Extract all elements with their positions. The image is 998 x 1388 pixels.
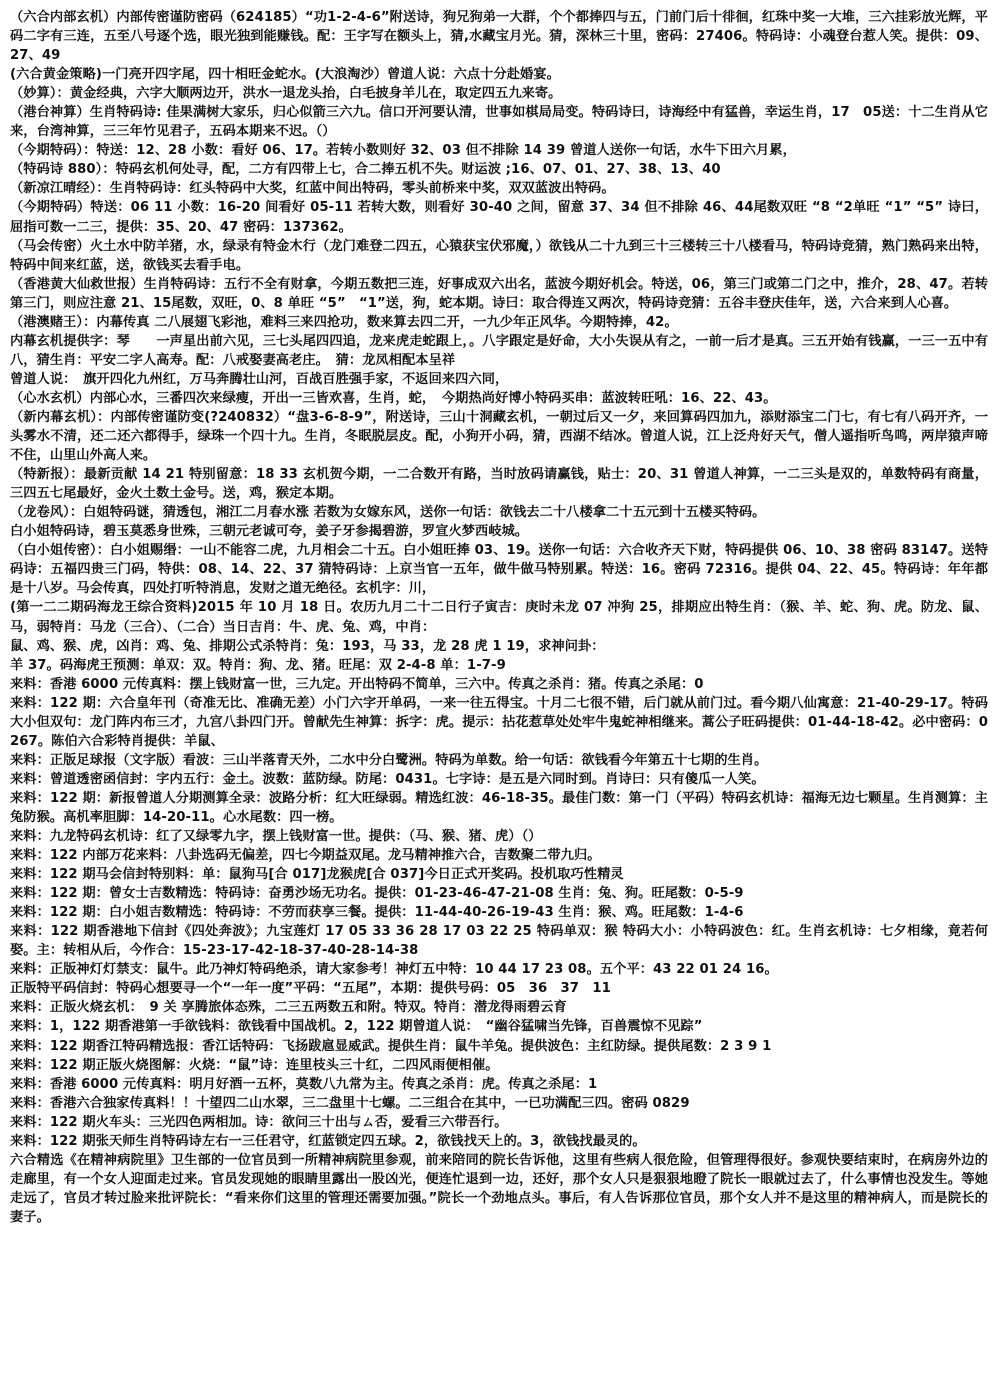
text-paragraph: （港台神算）生肖特码诗: 佳果满树大家乐，归心似箭三六九。信口开河要认清，世事如棋局局变。特码诗曰，诗海经中有猛兽，幸运生肖，17 05送：十二生肖从它来，台湾神算，三三年竹见君子，五码本期来不迟。（） (10, 105, 988, 140)
text-paragraph: （龙卷风）：白姐特码谜，猜透包，湘江二月春水涨 若数为女嫁东风，送你一句话：欲钱去二十八楼拿二十五元到十五楼买特码。 (10, 505, 766, 521)
text-paragraph: 来料：122 内部万花来料：八卦选码无偏差，四七今期益双尾。龙马精神推六合，吉数聚二带九归。 (10, 848, 601, 864)
text-paragraph: 来料：122 期：新报曾道人分期测算全录：波路分析：红大旺绿弱。精选红波：46-18-35。最佳门数：第一门（平码）特码玄机诗：福海无边七颗星。生肖测算：主兔防猴。高机率胆脚：14-20-11。心水尾数：四一榜。 (10, 790, 988, 825)
text-paragraph: （白小姐传密）：白小姐赐缗：一山不能容二虎，九月相会二十五。白小姐旺捧 03、19。送你一句话：六合收齐天下财，特码提供 06、10、38 密码 83147。送特码诗：五福四贵三门码，特供：08、14、22、37 猜特码诗：上京当官一五年，做牛做马特别累。特送：16。密码 72316。提供 04、22、45。特码诗：年年都是十八岁。马会传真，四处打听特消息，发财之道无绝径。玄机字：川， (10, 543, 988, 597)
text-paragraph: （港澳赌王）：内幕传真 二八展翅飞彩池，难料三来四抢功，数来算去四二开，一九少年正风华。今期特捧，42。 (10, 314, 678, 330)
text-paragraph: （新凉江晴经）：生肖特码诗：红头特码中大奖，红蓝中间出特码，零头前桥来中奖，双双蓝波出特码。 (10, 181, 615, 197)
text-paragraph: （特新报）：最新贡献 14 21 特别留意：18 33 玄机贺今期，一二合数开有路，当时放码请赢钱，贴士：20、31 曾道人神算，一二三头是双的，单数特码有商量，三四五七尾最好，金火土数土金号。送，鸡，猴定本期。 (10, 467, 988, 502)
text-paragraph: （香港黄大仙救世报）生肖特码诗：五行不全有财拿，今期五数把三连，好事成双六出名，蓝波今期好机会。特送，06，第三门或第二门之中，推介，28、47。若转第三门，则应注意 21、15尾数，双旺，0、8 单旺 “5” “1”送，狗，蛇本期。诗曰：取合得连又两次，特码诗竞猜：五谷丰登庆佳年，送，六合来到人心喜。 (10, 276, 988, 311)
text-paragraph: 正版特平码信封：特码心想要寻一个“一年一度”平码：“五尾”，本期：提供号码：05 36 37 11 (10, 981, 611, 997)
text-paragraph: （妙算）：黄金经典，六字大顺两边开，洪水一退龙头抬，白毛披身羊儿在，取定四五九来寄。 (10, 86, 562, 102)
text-paragraph: 来料：122 期香港地下信封《四处奔波》；九宝莲灯 17 05 33 36 28 17 03 22 25 特码单双：猴 特码大小：小特码波色：红。生肖玄机诗：七夕相缘，竟若何娶。主：转相从后，今作合：15-23-17-42-18-37-40-28-14-38 (10, 924, 988, 959)
text-paragraph: 曾道人说： 旗开四化九州红，万马奔腾壮山河，百战百胜强手家，不返回来四六同， (10, 371, 509, 387)
text-paragraph: 来料：122 期马会信封特别料：单：鼠狗马[合 017]龙猴虎[合 037]今日正式开奖码。投机取巧性精灵 (10, 867, 624, 883)
text-paragraph: 来料：122 期：白小姐吉数精选：特码诗：不劳而获享三餐。提供：11-44-40-26-19-43 生肖：猴、鸡。旺尾数：1-4-6 (10, 905, 744, 921)
text-paragraph: 来料：1，122 期香港第一手欲钱料：欲钱看中国战机。2，122 期曾道人说： “幽谷猛啸当先锋，百兽震惊不见踪” (10, 1019, 703, 1035)
text-paragraph: (第一二二期码海龙王综合资料)2015 年 10 月 18 日。农历九月二十二日行子寅吉：庚时未龙 07 冲狗 25，排期应出特生肖：（猴、羊、蛇、狗、虎。防龙、鼠、马，弱特肖：马龙（三合）、（二合）当日吉肖：牛、虎、兔、鸡，中肖： (10, 600, 988, 635)
text-paragraph: （马会传密）火土水中防羊猪，水，绿录有特金木行（龙门难登二四五，心猿获宝伏邪魔，）欲钱从二十九到三十三楼转三十八楼看马，特码诗竞猜，熟门熟码来出特，特码中间来红蓝，送，欲钱买去看手电。 (10, 238, 988, 273)
text-paragraph: 来料：曾道透密函信封：字内五行：金土。波数：蓝防绿。防尾：0431。七字诗：是五是六同时到。肖诗曰：只有傻瓜一人笑。 (10, 771, 765, 787)
text-paragraph: 羊 37。码海虎王预测：单双：双。特肖：狗、龙、猪。旺尾：双 2-4-8 单：1-7-9 (10, 657, 506, 673)
text-paragraph: 来料：122 期：曾女士吉数精选：特码诗：奋勇沙场无功名。提供：01-23-46-47-21-08 生肖：兔、狗。旺尾数：0-5-9 (10, 886, 744, 902)
text-paragraph: （今期特码）特送：06 11 小数：16-20 间看好 05-11 若转大数，则看好 30-40 之间，留意 37、34 但不排除 46、44尾数双旺 “8 “2单旺 “1” “5” 诗曰，屈指可数一二三，提供：35、20、47 密码：137362。 (10, 200, 988, 235)
text-paragraph: 来料：九龙特码玄机诗：红了又绿零九字，摆上钱财富一世。提供：（马、猴、猪、虎）（） (10, 829, 542, 845)
text-paragraph: 来料：122 期火车头：三光四色两相加。诗：欲问三十出与ㄙ否，爱看三六带吾行。 (10, 1114, 508, 1130)
text-paragraph: 来料：正版神灯灯禁支：鼠牛。此乃神灯特码绝杀，请大家参考！神灯五中特：10 44 17 23 08。五个平：43 22 01 24 16。 (10, 962, 778, 978)
text-paragraph: （六合内部玄机）内部传密谨防密码（624185）“功1-2-4-6”附送诗，狗兄狗弟一大群，个个都捧四与五，门前门后十徘徊，红珠中奖一大堆，三六挂彩放光辉，平码二字有三连，五至八号逐个选，眼光独到能赚钱。配：王字写在额头上，猜,水藏宝月光。猜，深林三十里，密码：27406。特码诗：小魂登台惹人笑。提供：09、27、49 (10, 10, 988, 64)
text-paragraph: 来料：122 期香江特码精选报：香江话特码：飞扬跋扈显威武。提供生肖：鼠牛羊兔。提供波色：主红防绿。提供尾数：2 3 9 1 (10, 1038, 772, 1054)
text-paragraph: (六合黄金策略)一门亮开四字尾，四十相旺金蛇水。(大浪淘沙）曾道人说：六点十分赴婚宴。 (10, 67, 560, 83)
text-paragraph: （特码诗 880）：特码玄机何处寻，配，二方有四带上七，合二捧五机不失。财运波 ;16、07、01、27、38、13、40 (10, 162, 721, 178)
text-paragraph: 六合精选《在精神病院里》卫生部的一位官员到一所精神病院里参观，前来陪同的院长告诉他，这里有些病人很危险，但管理得很好。参观快要结束时，在病房外边的走廊里，有一个女人迎面走过来。官员发现她的眼睛里露出一股凶光，便连忙退到一边，还好，那个女人只是狠狠地瞪了院长一眼就过去了，什么事情也没发生。等她走远了，官员才转过脸来批评院长：“看来你们这里的管理还需要加强。”院长一个劲地点头。事后，有人告诉那位官员，那个女人并不是这里的精神病人，而是院长的妻子。 (10, 1152, 988, 1225)
text-paragraph: 来料：香港六合独家传真料！！十望四二山水翠，三二盘里十七螺。二三组合在其中，一已功满配三四。密码 0829 (10, 1095, 690, 1111)
text-paragraph: 来料：122 期：六合皇年刊（奇准无比、准确无差）小门六字开单码，一来一往五得宝。十月二七很不错，后门就从前门过。看今期八仙寓意：21-40-29-17。特码大小但双句：龙门阵内布三才，九宫八卦四门开。曾献先生神算：拆字：虎。提示：拈花惹草处处牢牛鬼蛇神相继来。蒿公子旺码提供：01-44-18-42。必中密码：0267。陈伯六合彩特肖提供：羊鼠、 (10, 695, 988, 749)
text-paragraph: 白小姐特码诗，碧玉莫悉身世殊，三朝元老诚可夸，姜子牙参揭碧游，罗宣火梦西岐城。 (10, 524, 529, 540)
text-paragraph: （新内幕玄机）：内部传密谨防变(?240832）“盘3-6-8-9”，附送诗，三山十洞藏玄机，一朝过后又一夕，来回算码四加九，添财添宝二门七，有七有八码开齐，一头雾水不清，还二还六都得手，绿珠一个四十九。生肖，冬眠脱层皮。配，小狗开小码，猜，西湖不结冰。曾道人说，江上泛舟好天气，僧人遥指听鸟鸣，两岸猿声啼不住，山里山外高人来。 (10, 409, 988, 464)
text-paragraph: 鼠、鸡、猴、虎，凶肖：鸡、兔、排期公式杀特肖：兔：193，马 33，龙 28 虎 1 19，求神问卦： (10, 638, 605, 654)
text-paragraph: 来料：122 期张天师生肖特码诗左右一三任君守，红蓝锁定四五球。2，欲钱找天上的。3，欲钱找最灵的。 (10, 1133, 646, 1149)
text-paragraph: 内幕玄机提供字：琴 一声星出前六见，三七头尾四四追，龙来虎走蛇跟上，。八字跟定是好命，大小失误从有之，一前一后才是真。三五开始有钱赢，一三一五中有八，猜生肖：平安二字人高寿。配：八戒娶妻高老庄。 猜：龙凤相配本呈祥 (10, 333, 988, 368)
text-paragraph: （今期特码）：特送：12、28 小数：看好 06、17。若转小数则好 32、03 但不排除 14 39 曾道人送你一句话，水牛下田六月累， (10, 143, 796, 159)
text-paragraph: 来料：122 期正版火烧图解：火烧：“鼠”诗：连里枝头三十红，二四风雨便相催。 (10, 1057, 499, 1073)
text-paragraph: （心水玄机）内部心水，三番四次来绿瘦，开出一三皆欢喜，生肖，蛇， 今期热尚好博小特码买串：蓝波转旺吼：16、22、43。 (10, 390, 777, 406)
text-paragraph: 来料：正版火烧玄机： 9 关 享腾旅体态殊，二三五两数五和附。特双。特肖：潜龙得雨碧云育 (10, 1000, 567, 1016)
text-paragraph: 来料：香港 6000 元传真料：摆上钱财富一世，三九定。开出特码不简单，三六中。传真之杀肖：猪。传真之杀尾：0 (10, 676, 704, 692)
text-paragraph: 来料：正版足球报（文字版）看波：三山半落青天外，二水中分白鹭洲。特码为单数。给一句话：欲钱看今年第五十七期的生肖。 (10, 752, 768, 768)
document-page (10, 8, 988, 1380)
text-paragraph: 来料：香港 6000 元传真料：明月好酒一五杯，莫数八九常为主。传真之杀肖：虎。传真之杀尾：1 (10, 1076, 598, 1092)
